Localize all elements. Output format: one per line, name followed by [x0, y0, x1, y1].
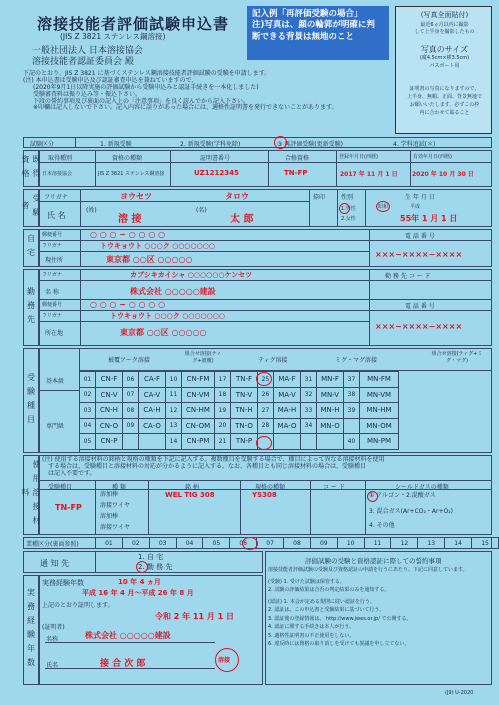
given-name-kana[interactable]: タロウ	[225, 192, 249, 201]
furigana-label: フリガナ	[42, 313, 62, 319]
qual-header: 登録年月日(西暦)	[339, 154, 378, 160]
item-name: MA-O	[274, 418, 301, 434]
surname[interactable]: 溶 接	[118, 214, 142, 225]
item-name: MA-F	[274, 372, 301, 388]
item-code[interactable]: 18	[215, 387, 231, 403]
business-code[interactable]: 04	[176, 538, 203, 549]
mat-header: 種 類	[112, 484, 126, 491]
mat-kind: 溶接ワイヤ	[100, 524, 130, 531]
mat-kind: 溶接ワイヤ	[100, 502, 130, 509]
given-name[interactable]: 太 郎	[230, 214, 254, 225]
certifier-person[interactable]: 接 合 次 郎	[100, 659, 146, 669]
materials-note: する場合は、受験種目と溶接材料の対応が分かるように記入する。なお、各種目とも同じ溶接材料の場合は、受験種目	[48, 463, 367, 470]
item-name: CN-F	[96, 372, 123, 388]
pledge-line: 5. 適格性証明書の不正使用をしない。	[268, 632, 355, 639]
item-name: TN-V	[231, 387, 258, 403]
item-name: MN-FM	[360, 372, 399, 388]
home-address-kana[interactable]: トウキョウト ○○○ク ○○○○○○○	[100, 242, 215, 250]
exam-type-label: 試験区分	[30, 141, 55, 148]
gas-option[interactable]: 3. 混合ガス(Ar+CO₂・Ar+O₂)	[369, 508, 453, 515]
business-label: 業種区分(裏面参照)	[26, 541, 79, 548]
qual-header: 有効年月日(西暦)	[413, 154, 452, 160]
business-code[interactable]: 05	[203, 538, 230, 549]
item-code[interactable]: 13	[166, 418, 182, 434]
item-code[interactable]: 03	[80, 403, 96, 419]
item-name: CA-O	[139, 418, 166, 434]
work-name-label: 名 称	[45, 289, 59, 296]
header-combined2: 組合せ溶接(ティグ+ミグ・マグ)	[431, 351, 483, 364]
selected-mark	[256, 372, 272, 386]
home-postal[interactable]: ○ ○ ○ − ○ ○ ○ ○	[90, 230, 166, 239]
item-name: MN-H	[317, 403, 344, 419]
sex-label: 性別	[341, 194, 354, 201]
photo-passport: パスポート用	[429, 63, 460, 69]
notify-home[interactable]: 1. 自 宅	[138, 553, 164, 561]
item-code[interactable]: 09	[123, 418, 139, 434]
qual-expiry-date[interactable]: 2020 年 10 月 30 日	[412, 171, 474, 178]
item-name: CN-O	[96, 418, 123, 434]
qual-header: 取得種別	[48, 155, 73, 162]
pledge-text	[268, 568, 468, 648]
callout-line: 注)写真は、顔の輪郭が明確に判	[252, 20, 375, 31]
work-side-label: 勤務先	[23, 269, 39, 346]
item-code[interactable]: 08	[123, 403, 139, 419]
mat-brand[interactable]: WEL TIG 308	[165, 491, 215, 499]
photo-note: して上半身を撮影したもの	[414, 29, 475, 35]
work-phone[interactable]: ×××−××××−××××	[375, 322, 463, 331]
callout-note	[247, 6, 389, 60]
surname-kana[interactable]: ヨウセツ	[120, 192, 152, 201]
item-code[interactable]: 32	[301, 387, 317, 403]
item-code[interactable]: 34	[301, 418, 317, 434]
pledge-line: 3. 認証後の登録情報は、 http://www.jwes.or.jp/ で公開する。	[268, 615, 412, 622]
qual-type[interactable]: JIS Z 3821 ステンレス鋼溶接	[98, 171, 165, 177]
phone-label: 電 話 番 号	[405, 303, 435, 310]
header-mig: ミグ・マグ溶接	[335, 357, 378, 364]
selected-mark	[367, 491, 378, 502]
item-name: TN-O	[231, 418, 258, 434]
form-code: (J9) U-2020	[445, 690, 474, 696]
materials-side-label: 使用溶接材料	[23, 455, 39, 535]
selected-mark	[256, 436, 272, 450]
notify-work[interactable]: 2. 勤 務 先	[138, 563, 173, 571]
certify-text: 上記のとおり証明します。	[42, 602, 114, 609]
pledge-line: 2. 認証は、この申込書と受験結果に基づいて行う。	[268, 607, 385, 613]
selected-mark	[242, 537, 258, 550]
business-code[interactable]: 11	[364, 538, 391, 549]
qual-header: 資格の種類	[112, 155, 143, 162]
photo-size: (縦4.5cm×横3.5cm)	[419, 55, 470, 61]
intro-block	[23, 71, 338, 112]
items-side-label: 受験種目	[23, 348, 39, 453]
selected-mark	[136, 561, 148, 573]
item-code[interactable]: 21	[215, 434, 231, 450]
item-code[interactable]: 12	[166, 403, 182, 419]
grade-basic: 基本級	[46, 378, 65, 385]
item-name: CA-V	[139, 387, 166, 403]
intro-line: 下記のとおり、JIS Z 3821 に基づくステンレス鋼溶接技能者評価試験の受験を申請します。	[23, 70, 271, 77]
item-code[interactable]: 19	[215, 403, 231, 419]
work-address[interactable]: 東京都 ○○区 ○○○○○	[120, 328, 207, 337]
work-code-label: 勤 務 先 コ ー ド	[385, 273, 431, 280]
photo-instruction: 上半身、無帽、正面、背景無地で	[406, 94, 482, 100]
item-code[interactable]: 27	[258, 403, 274, 419]
given-name-label: (名)	[196, 207, 207, 214]
item-code[interactable]	[301, 434, 317, 450]
pledge-line: (認証) 1. 本会が定める規則に従い認証を行う。	[268, 598, 375, 605]
item-name	[274, 434, 301, 450]
item-name: CN-OM	[182, 418, 215, 434]
item-name: MN-V	[317, 387, 344, 403]
business-code[interactable]: 09	[310, 538, 337, 549]
qual-side-label: 既得資格	[23, 150, 39, 187]
committee-name: 溶接技能者認証委員会 殿	[32, 57, 134, 67]
mat-standard[interactable]: YS308	[252, 491, 277, 499]
item-code[interactable]: 01	[80, 372, 96, 388]
home-side-label: 自宅	[23, 229, 39, 267]
item-code[interactable]: 26	[258, 387, 274, 403]
qual-header: 証明書番号	[200, 155, 231, 162]
business-code[interactable]: 06	[230, 538, 257, 549]
experience-period[interactable]: 平成 16 年 4 月～平成 26 年 8 月	[82, 589, 194, 597]
name-label: 氏 名	[47, 211, 66, 220]
item-code[interactable]: 37	[344, 372, 360, 388]
item-code[interactable]	[123, 434, 139, 450]
item-name: MN-HM	[360, 403, 399, 419]
experience-side-label: 実務経験年数	[23, 575, 39, 685]
photo-size-title: 写真のサイズ	[420, 45, 469, 54]
item-code[interactable]: 05	[80, 434, 96, 450]
sex-male[interactable]: 1.男性	[341, 206, 356, 212]
furigana-label: フリガナ	[42, 243, 62, 249]
intro-line: 下段の誓約事項及び裏面の記入上の「注意事項」を良く読んでから記入下さい。	[33, 97, 250, 105]
era-heisei[interactable]: 平成	[410, 204, 421, 210]
item-code[interactable]: 40	[344, 434, 360, 450]
surname-label: (姓)	[86, 207, 97, 214]
pledge-line: 4. 認証に関する手続きは本人が行う。	[268, 624, 355, 630]
item-name: CN-HM	[182, 403, 215, 419]
item-name: CA-H	[139, 403, 166, 419]
item-name: MN-F	[317, 372, 344, 388]
experience-years[interactable]: 10 年 4 ヵ月	[118, 578, 161, 586]
item-code[interactable]: 33	[301, 403, 317, 419]
postal-label: 郵便番号	[42, 302, 63, 308]
qual-issuer[interactable]: 日本溶接協会	[42, 171, 73, 177]
business-code[interactable]: 08	[284, 538, 311, 549]
selected-mark	[274, 136, 287, 149]
exam-type-retake[interactable]: 4. 学科追試(＊)	[393, 141, 436, 148]
header-combined: 組合せ溶接(ティグ+被覆)	[184, 351, 222, 364]
sex-female[interactable]: 2.女性	[341, 216, 356, 222]
phone-label: 電 話 番 号	[405, 233, 435, 240]
intro-line: ※印欄は記入しないで下さい。記入内容に誤りがあった場合には、適格性証明書を発行できないことがあります。	[33, 104, 338, 112]
photo-label: (写真全面貼付)	[420, 11, 469, 19]
item-code[interactable]	[344, 418, 360, 434]
applicant-side-label: 受験者	[23, 189, 39, 227]
materials-note: (注) 使用する溶接材料の銘柄と規格の種類を下記に記入する。複数種目を受験する場合で、種目によって異なる溶接材料を使用	[42, 456, 385, 463]
gas-option[interactable]: ① アルゴン・2.混酸ガス	[369, 492, 436, 499]
intro-line: (注) 本申込書は受験申込及び認証審査申込を兼ねていますので、	[23, 76, 198, 84]
item-code[interactable]: 17	[215, 372, 231, 388]
photo-box[interactable]	[395, 6, 492, 134]
callout-line: 断できる背景は無地のこと	[252, 31, 355, 42]
business-code[interactable]: 10	[337, 538, 364, 549]
era-showa[interactable]: 昭和	[378, 204, 389, 210]
mat-kind: 溶加棒	[100, 491, 119, 498]
business-code[interactable]: 01	[96, 538, 123, 549]
business-code[interactable]: 02	[122, 538, 149, 549]
work-name[interactable]: 株式会社 ○○○○○建設	[130, 287, 216, 296]
birthdate-value[interactable]: 55年 1 月 1 日	[400, 214, 458, 223]
business-code[interactable]: 15	[472, 538, 499, 549]
pledge-line: 6. 違反時には資格の取り消しを受けても異議を申し立てない。	[268, 641, 410, 647]
certifier-label: (証明者)	[42, 624, 65, 631]
home-phone[interactable]: ×××−××××−××××	[375, 250, 463, 259]
business-code[interactable]: 12	[391, 538, 418, 549]
pledge-title: 評価試験の受験と資格認証に際しての誓約事項	[305, 557, 442, 565]
item-code[interactable]: 11	[166, 387, 182, 403]
exam-type-renewal[interactable]: ③ 再評価受験(更新受験)	[277, 141, 343, 148]
person-label: 氏名	[46, 662, 59, 669]
pledge-line: 2. 試験の評価結果は合否の判定結果のみを通知する。	[268, 587, 390, 593]
qual-grade[interactable]: TN-FP	[284, 169, 308, 177]
item-name	[317, 434, 344, 450]
exam-type-new[interactable]: 1. 新規受験	[100, 141, 132, 148]
certifier-company[interactable]: 株式会社 ○○○○○建設	[85, 631, 171, 640]
item-name: CN-V	[96, 387, 123, 403]
qual-header: 合格資格	[285, 155, 310, 162]
item-name: MN-OM	[360, 418, 399, 434]
gas-option[interactable]: 4. その他	[369, 522, 395, 529]
item-name: MN-VM	[360, 387, 399, 403]
item-name: TN-P	[231, 434, 258, 450]
item-name: CN-FM	[182, 372, 215, 388]
item-name	[139, 434, 166, 450]
mat-header: 規格の種類	[255, 484, 286, 491]
org-name: 一般社団法人 日本溶接協会	[32, 46, 143, 56]
qual-reg-date[interactable]: 2017 年 11 月 1 日	[340, 171, 398, 178]
mat-item[interactable]: TN-FP	[55, 503, 82, 512]
exam-type-new-exempt[interactable]: 2. 新規受験(学科免除)	[180, 141, 241, 148]
header-tig: ティグ溶接	[258, 357, 288, 364]
business-code[interactable]: 03	[149, 538, 176, 549]
mat-header: 銘 柄	[185, 484, 199, 491]
item-name: CN-PM	[182, 434, 215, 450]
pledge-line: 溶接技能者評価試験の受験及び資格認証の申請を行うにあたり、下記に同意しています。	[268, 567, 468, 573]
photo-instruction: 内に合わせて貼ること	[419, 110, 470, 116]
item-name: MN-O	[317, 418, 344, 434]
intro-line: 受験審査料は振り込み等・振込下さい。	[33, 90, 142, 98]
item-code[interactable]: 20	[215, 418, 231, 434]
business-code[interactable]: 13	[418, 538, 445, 549]
notify-label: 通 知 先	[40, 559, 70, 568]
item-name: MN-PM	[360, 434, 399, 450]
pledge-line: (受験) 1. 受けた試験は保管する。	[268, 578, 345, 585]
business-code[interactable]: 14	[445, 538, 472, 549]
photo-instruction: お願いいたします。必ずこの枠	[409, 102, 480, 108]
item-name: CN-H	[96, 403, 123, 419]
photo-instruction: 証明書の写真になりますので、	[409, 86, 480, 92]
mat-header: コ ー ド	[323, 484, 345, 491]
address-label: 所在地	[45, 330, 64, 337]
item-code[interactable]: 38	[344, 387, 360, 403]
materials-note: は記入不要です。	[48, 470, 96, 477]
selected-mark	[376, 201, 390, 212]
item-code[interactable]: 39	[344, 403, 360, 419]
address-label: 現住所	[45, 257, 64, 264]
item-code[interactable]: 10	[166, 372, 182, 388]
birthdate-label: 生 年 月 日	[405, 194, 435, 201]
home-address[interactable]: 東京都 ○○区 ○○○○○	[106, 255, 193, 264]
item-code[interactable]: 06	[123, 372, 139, 388]
item-code[interactable]: 14	[166, 434, 182, 450]
photo-note: 最近6ヵ月以内に撮影	[420, 22, 469, 28]
seal-text: 溶接	[218, 657, 231, 664]
header-arc: 被覆アーク溶接	[108, 357, 150, 364]
form-subtitle: (JIS Z 3821 ステンレス鋼溶接)	[60, 32, 166, 41]
item-code[interactable]: 04	[80, 418, 96, 434]
callout-line: 記入例「再評価受験の場合」	[252, 9, 363, 19]
item-name: TN-H	[231, 403, 258, 419]
postal-label: 郵便番号	[42, 232, 63, 238]
item-name: CN-VM	[182, 387, 215, 403]
items-grid	[79, 371, 399, 450]
item-code[interactable]: 28	[258, 418, 274, 434]
seal-label: 捺印	[313, 194, 326, 201]
item-name: TN-F	[231, 372, 258, 388]
work-name-kana[interactable]: カブシキカイシャ ○○○○○○ケンセツ	[130, 271, 253, 279]
certify-date[interactable]: 令和 2 年 11 月 1 日	[155, 612, 234, 621]
business-codes	[95, 537, 499, 549]
item-name: CA-F	[139, 372, 166, 388]
work-postal[interactable]: ○ ○ ○ − ○ ○ ○ ○	[90, 300, 166, 309]
company-label: 名称	[46, 636, 59, 643]
experience-label: 実務経験年数	[42, 579, 84, 587]
selected-mark	[339, 203, 350, 214]
mat-header: シールドガスの種類	[395, 484, 449, 491]
item-name: CN-P	[96, 434, 123, 450]
item-code[interactable]: 07	[123, 387, 139, 403]
intro-line: (2020年9月1日以降実施の評価試験から受験申込みと認証手続きを一本化しました)	[33, 83, 259, 91]
mat-header: 受験種目	[48, 484, 73, 491]
item-name: MA-V	[274, 387, 301, 403]
item-code[interactable]: 02	[80, 387, 96, 403]
item-code[interactable]: 25	[258, 372, 274, 388]
item-name: MA-H	[274, 403, 301, 419]
work-address-kana[interactable]: トウキョウト ○○○ク ○○○○○○○	[110, 312, 225, 320]
mat-kind: 溶加棒	[100, 513, 119, 520]
furigana-label: フリガナ	[44, 194, 68, 201]
item-code[interactable]: 31	[301, 372, 317, 388]
business-code[interactable]: 07	[257, 538, 284, 549]
grade-pro: 専門級	[46, 423, 65, 430]
qual-cert-number[interactable]: UZ1212345	[194, 169, 239, 177]
form-title: 溶接技能者評価試験申込書	[37, 15, 230, 33]
furigana-label: フリガナ	[42, 272, 62, 278]
